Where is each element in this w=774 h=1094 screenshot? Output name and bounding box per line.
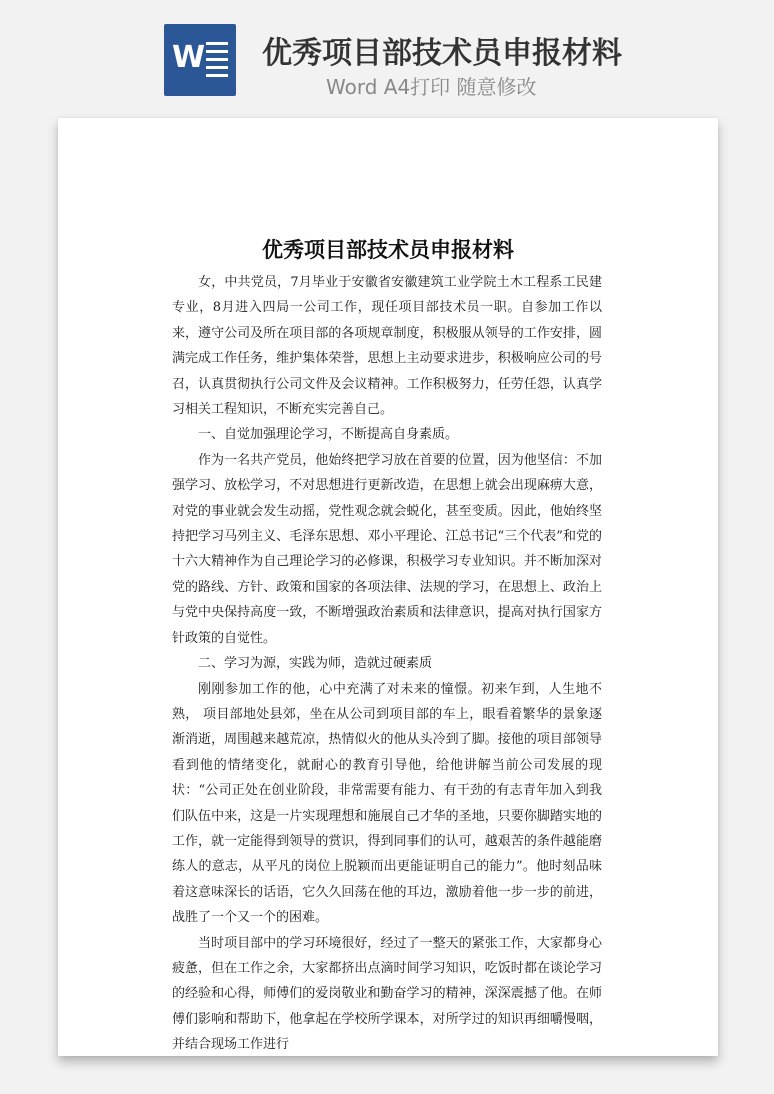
section-heading-2: 二、学习为源，实践为师，造就过硬素质 — [198, 656, 433, 672]
document-header — [0, 0, 774, 110]
document-page — [58, 118, 718, 1056]
header-subtitle: Word A4打印 随意修改 — [326, 75, 537, 99]
word-icon — [164, 24, 236, 96]
paragraph-practice: 刚刚参加工作的他，心中充满了对未来的憧憬。初来乍到，人生地不熟， 项目部地处县郊，坐在从公司到项目部的车上，眼看着繁华的景象逐渐消逝，周围越来越荒凉，热情似火的他从头冷到了脚。接他的项目部领导看到他的情绪变化，就耐心的教育引导他，给他讲解当前公司发展的现状：“公司正处在创业阶段，非常需要有能力、有干劲的有志青年加入到我们队伍中来，这是一片实现理想和施展自己才华的圣地，只要你脚踏实地的工作，就一定能得到领导的赏识，得到同事们的认可，越艰苦的条件越能磨练人的意志，从平凡的岗位上脱颖而出更能证明自己的能力”。他时刻品味着这意味深长的话语，它久久回荡在他的耳边，激励着他一步一步的前进，战胜了一个又一个的困难。 — [172, 681, 602, 926]
section-heading-1: 一、自觉加强理论学习，不断提高自身素质。 — [198, 427, 459, 443]
paragraph-intro: 女，中共党员，7月毕业于安徽省安徽建筑工业学院土木工程系工民建专业，8月进入四局一公司工作，现任项目部技术员一职。自参加工作以来，遵守公司及所在项目部的各项规章制度，积极服从领导的工作安排，圆满完成工作任务，维护集体荣誉，思想上主动要求进步，积极响应公司的号召，认真贯彻执行公司文件及会议精神。工作积极努力，任劳任怨，认真学习相关工程知识，不断充实完善自己。 — [172, 275, 602, 418]
header-title: 优秀项目部技术员申报材料 — [262, 36, 622, 71]
word-logo-lines — [206, 42, 228, 82]
document-body — [172, 270, 602, 1056]
paragraph-theory: 作为一名共产党员，他始终把学习放在首要的位置，因为他坚信：不加强学习、放松学习，不对思想进行更新改造，在思想上就会出现麻痹大意，对党的事业就会发生动摇，党性观念就会蜕化，甚至变质。因此，他始终坚持把学习马列主义、毛泽东思想、邓小平理论、江总书记“三个代表”和党的十六大精神作为自己理论学习的必修课，积极学习专业知识。并不断加深对党的路线、方针、政策和国家的各项法律、法规的学习，在思想上、政治上与党中央保持高度一致，不断增强政治素质和法律意识，提高对执行国家方针政策的自觉性。 — [172, 452, 602, 646]
paragraph-study: 当时项目部中的学习环境很好，经过了一整天的紧张工作，大家都身心疲惫，但在工作之余，大家都挤出点滴时间学习知识，吃饭时都在谈论学习的经验和心得，师傅们的爱岗敬业和勤奋学习的精神，深深震撼了他。在师傅们影响和帮助下，他拿起在学校所学课本，对所学过的知识再细嚼慢咽，并结合现场工作进行 — [172, 935, 602, 1053]
page-title: 优秀项目部技术员申报材料 — [262, 238, 514, 262]
word-logo-letter: W — [172, 40, 206, 75]
